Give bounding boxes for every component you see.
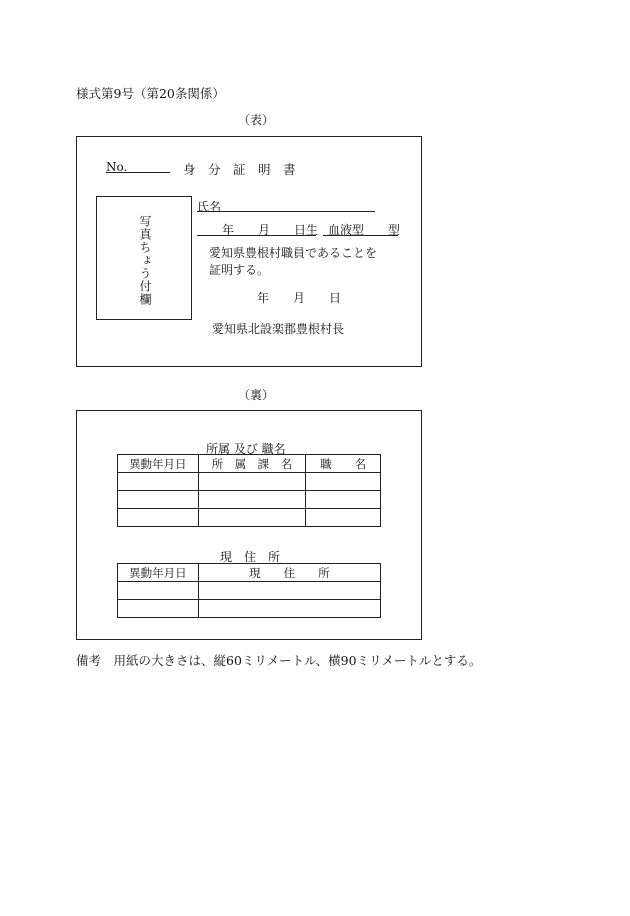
address-header-row (118, 564, 381, 582)
back-side-label: （裏） (238, 388, 275, 402)
address-table (117, 563, 381, 618)
statement-line-1: 愛知県豊根村職員であることを (209, 246, 378, 260)
header-transfer-date: 異動年月日 (118, 564, 199, 582)
statement-line-2: 証明する。 (209, 263, 270, 277)
table-row (118, 491, 381, 509)
blood-type-label: 血液型 (328, 223, 365, 237)
name-label: 氏名 (197, 200, 222, 214)
table-cell (198, 600, 380, 618)
table-row (118, 509, 381, 527)
table-cell (306, 473, 381, 491)
header-position: 職 名 (306, 455, 381, 473)
birth-date-line: 年 月 日生 (222, 223, 319, 237)
header-transfer-date: 異動年月日 (118, 455, 199, 473)
table-cell (198, 509, 306, 527)
table-cell (118, 473, 199, 491)
blood-underline (323, 221, 401, 237)
blood-type-suffix: 型 (388, 223, 401, 237)
table-cell (118, 491, 199, 509)
table-row (118, 600, 381, 618)
table-cell (306, 509, 381, 527)
affiliation-header-row (118, 455, 381, 473)
header-current-address: 現 住 所 (198, 564, 380, 582)
table-cell (118, 509, 199, 527)
name-underline (197, 198, 375, 212)
affiliation-title: 所属 及び 職名 (206, 442, 286, 456)
table-cell (118, 600, 199, 618)
issuer-name: 愛知県北設楽郡豊根村長 (212, 322, 345, 336)
table-cell (198, 582, 380, 600)
note: 備考 用紙の大きさは、縦60ミリメートル、横90ミリメートルとする。 (76, 653, 482, 668)
form-number: 様式第9号（第20条関係） (76, 86, 225, 101)
number-label: No. (106, 160, 128, 174)
front-side-label: （表） (238, 113, 275, 127)
header-department: 所 属 課 名 (198, 455, 306, 473)
table-cell (306, 491, 381, 509)
birth-underline (197, 221, 319, 237)
table-cell (198, 491, 306, 509)
photo-label: 写真ちょう付欄 (138, 215, 152, 306)
table-row (118, 582, 381, 600)
number-underline (106, 160, 170, 173)
affiliation-table (117, 454, 381, 527)
table-cell (118, 582, 199, 600)
table-cell (198, 473, 306, 491)
issue-date-line: 年 月 日 (257, 291, 342, 305)
address-title: 現 住 所 (220, 550, 281, 564)
table-row (118, 473, 381, 491)
card-title: 身 分 証 明 書 (183, 162, 296, 177)
